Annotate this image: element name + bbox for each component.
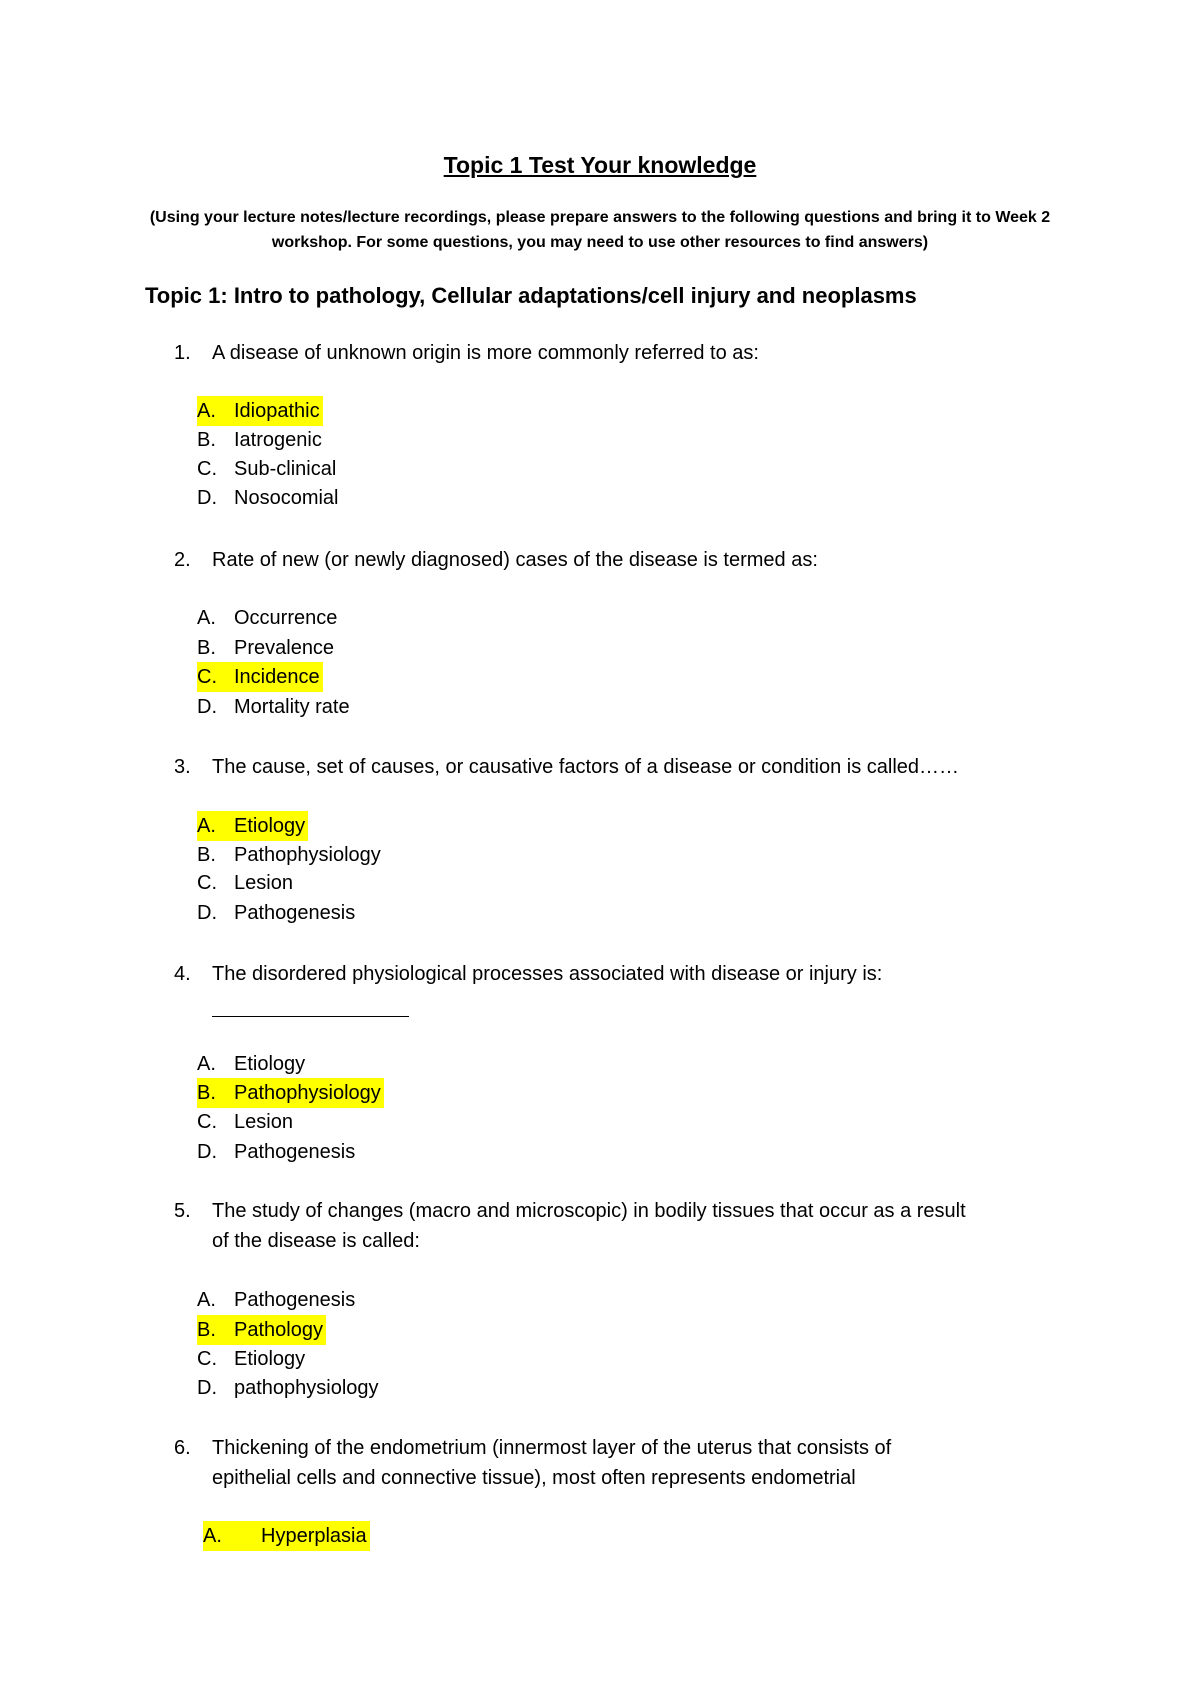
question-number: 1. (174, 342, 191, 364)
option-6a (203, 1521, 370, 1551)
option-highlight (197, 662, 323, 692)
option-3b (197, 840, 384, 870)
option-text: Occurrence (234, 607, 338, 629)
option-letter: B. (197, 637, 216, 659)
option-4d (197, 1137, 358, 1167)
option-highlight (197, 454, 339, 484)
question-number: 4. (174, 963, 191, 985)
option-highlight (197, 633, 337, 663)
option-highlight (197, 483, 341, 513)
option-highlight (197, 1137, 358, 1167)
option-2d (197, 692, 353, 722)
question-number: 6. (174, 1437, 191, 1459)
option-3c (197, 868, 296, 898)
option-highlight (197, 425, 325, 455)
option-highlight (197, 1315, 326, 1345)
option-text: Incidence (234, 666, 320, 688)
option-highlight (197, 1078, 384, 1108)
section-heading: Topic 1: Intro to pathology, Cellular adaptations/cell injury and neoplasms (145, 283, 917, 308)
question-number: 3. (174, 756, 191, 778)
question-text: Thickening of the endometrium (innermost layer of the uterus that consists of (212, 1437, 892, 1459)
option-text: Lesion (234, 872, 293, 894)
option-5d (197, 1373, 382, 1403)
option-highlight (197, 396, 323, 426)
option-letter: A. (197, 607, 216, 629)
option-letter: C. (197, 872, 217, 894)
option-letter: D. (197, 696, 217, 718)
option-letter: A. (197, 815, 216, 837)
option-text: Etiology (234, 815, 306, 837)
option-letter: A. (197, 1053, 216, 1075)
option-text: Pathophysiology (234, 844, 381, 866)
option-letter: C. (197, 666, 217, 688)
option-2c (197, 662, 323, 692)
option-4c (197, 1107, 296, 1137)
option-letter: A. (197, 1289, 216, 1311)
instructions: (Using your lecture notes/lecture recordings, please prepare answers to the following questions and bring it to Week 2 workshop. For some questions, you may need to use other resources to find answers) (149, 209, 1051, 251)
option-3a (197, 811, 308, 841)
option-text: Pathogenesis (234, 902, 356, 924)
option-highlight (203, 1521, 370, 1551)
option-1c (197, 454, 339, 484)
question-text: The study of changes (macro and microscopic) in bodily tissues that occur as a result (212, 1200, 966, 1222)
option-letter: B. (197, 429, 216, 451)
option-letter: B. (197, 844, 216, 866)
question-text: of the disease is called: (212, 1230, 420, 1252)
option-letter: C. (197, 1348, 217, 1370)
option-4a (197, 1049, 308, 1079)
option-letter: B. (197, 1082, 216, 1104)
option-letter: B. (197, 1319, 216, 1341)
option-5a (197, 1285, 358, 1315)
option-text: Pathogenesis (234, 1141, 356, 1163)
option-letter: D. (197, 487, 217, 509)
option-1a (197, 396, 323, 426)
option-text: Pathogenesis (234, 1289, 356, 1311)
option-highlight (197, 898, 358, 928)
option-highlight (197, 1285, 358, 1315)
option-1d (197, 483, 341, 513)
question-text: The cause, set of causes, or causative factors of a disease or condition is called…… (212, 756, 960, 778)
option-text: Mortality rate (234, 696, 350, 718)
answer-blank-line (212, 1016, 409, 1017)
option-5c (197, 1344, 308, 1374)
option-highlight (197, 868, 296, 898)
option-letter: A. (197, 400, 216, 422)
option-2b (197, 633, 337, 663)
option-text: Nosocomial (234, 487, 339, 509)
question-text: epithelial cells and connective tissue), most often represents endometrial (212, 1467, 856, 1489)
option-highlight (197, 603, 340, 633)
option-text: Etiology (234, 1053, 306, 1075)
option-highlight (197, 1373, 382, 1403)
option-highlight (197, 840, 384, 870)
option-letter: A. (203, 1525, 222, 1547)
option-3d (197, 898, 358, 928)
question-text: A disease of unknown origin is more commonly referred to as: (212, 342, 759, 364)
option-text: Prevalence (234, 637, 335, 659)
option-highlight (197, 1107, 296, 1137)
document-title: Topic 1 Test Your knowledge (443, 152, 757, 178)
option-text: Sub-clinical (234, 458, 337, 480)
option-text: pathophysiology (234, 1377, 379, 1399)
option-letter: D. (197, 1141, 217, 1163)
option-text: Idiopathic (234, 400, 320, 422)
question-number: 2. (174, 549, 191, 571)
option-letter: D. (197, 1377, 217, 1399)
option-1b (197, 425, 325, 455)
option-text: Lesion (234, 1111, 293, 1133)
option-text: Pathology (234, 1319, 323, 1341)
option-4b (197, 1078, 384, 1108)
option-2a (197, 603, 340, 633)
option-text: Hyperplasia (261, 1525, 367, 1547)
question-text: The disordered physiological processes associated with disease or injury is: (212, 963, 883, 985)
option-text: Etiology (234, 1348, 306, 1370)
option-text: Pathophysiology (234, 1082, 381, 1104)
option-highlight (197, 1344, 308, 1374)
option-letter: C. (197, 1111, 217, 1133)
question-number: 5. (174, 1200, 191, 1222)
option-letter: C. (197, 458, 217, 480)
question-text: Rate of new (or newly diagnosed) cases of the disease is termed as: (212, 549, 818, 571)
option-5b (197, 1315, 326, 1345)
option-highlight (197, 692, 353, 722)
option-highlight (197, 1049, 308, 1079)
option-letter: D. (197, 902, 217, 924)
option-highlight (197, 811, 308, 841)
option-text: Iatrogenic (234, 429, 322, 451)
